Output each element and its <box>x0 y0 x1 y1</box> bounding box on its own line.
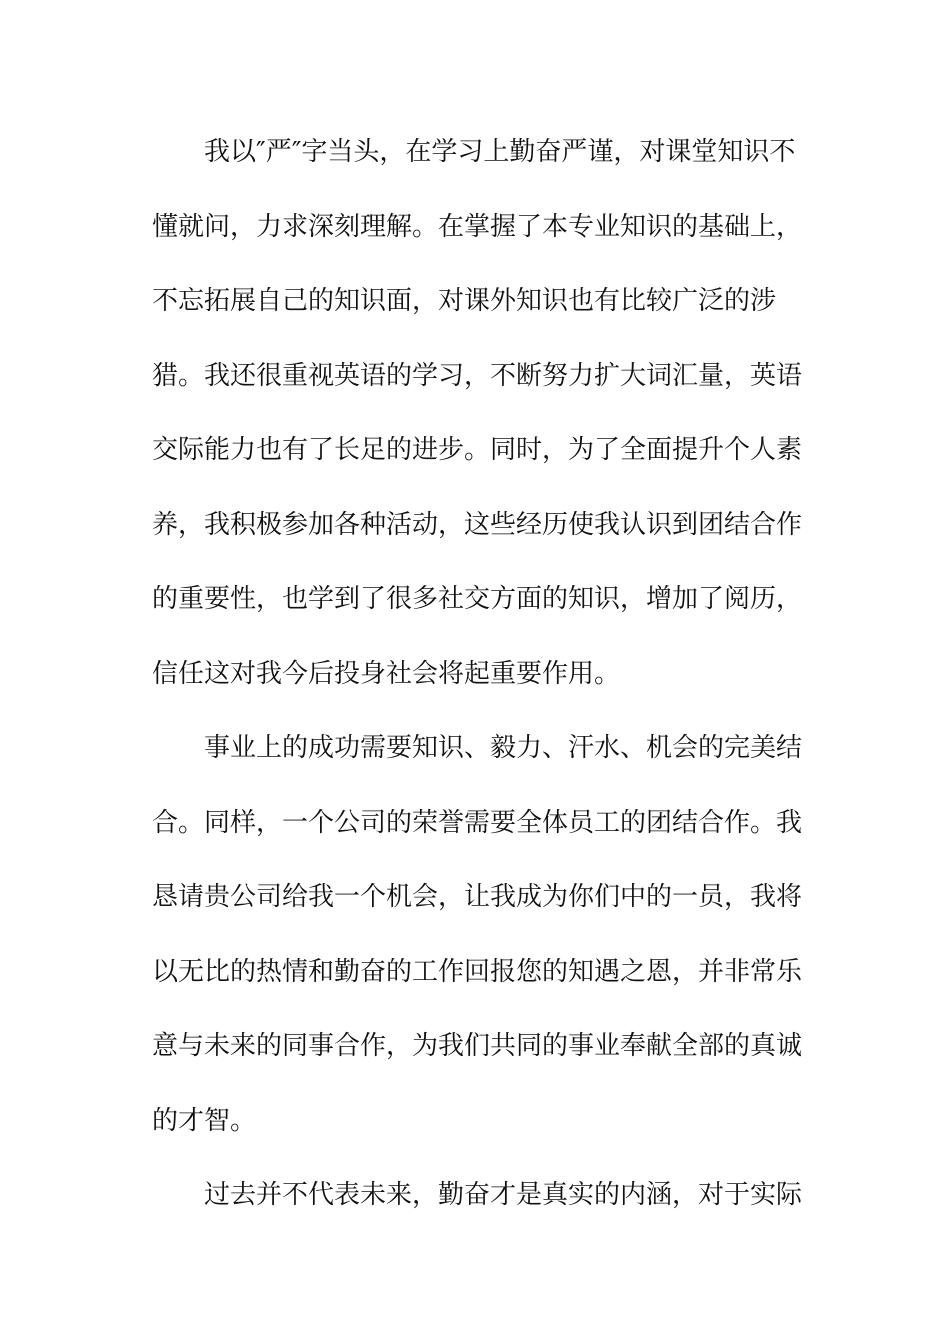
paragraph-line: 的才智。 <box>152 1105 257 1136</box>
paragraph-line: 以无比的热情和勤奋的工作回报您的知遇之恩，并非常乐 <box>152 956 803 987</box>
paragraph-line: 合。同样，一个公司的荣誉需要全体员工的团结合作。我 <box>152 807 803 838</box>
paragraph-line: 懂就问，力求深刻理解。在掌握了本专业知识的基础上， <box>152 211 803 242</box>
paragraph-3 <box>152 1158 803 1233</box>
paragraph-line: 我以″严″字当头，在学习上勤奋严谨，对课堂知识不 <box>204 137 796 167</box>
paragraph-line: 事业上的成功需要知识、毅力、汗水、机会的完美结 <box>204 733 803 763</box>
paragraph-line: 恳请贵公司给我一个机会，让我成为你们中的一员，我将 <box>152 882 803 912</box>
paragraph-line: 猎。我还很重视英语的学习，不断努力扩大词汇量，英语 <box>152 360 803 391</box>
paragraph-line: 过去并不代表未来，勤奋才是真实的内涵，对于实际 <box>204 1180 803 1210</box>
paragraph-line: 不忘拓展自己的知识面，对课外知识也有比较广泛的涉 <box>152 286 777 316</box>
paragraph-line: 信任这对我今后投身社会将起重要作用。 <box>152 658 621 689</box>
paragraph-2 <box>152 711 803 1158</box>
paragraph-1 <box>152 115 803 711</box>
paragraph-line: 意与未来的同事合作，为我们共同的事业奉献全部的真诚 <box>152 1031 803 1061</box>
paragraph-line: 交际能力也有了长足的进步。同时，为了全面提升个人素 <box>152 435 803 465</box>
paragraph-line: 的重要性，也学到了很多社交方面的知识，增加了阅历， <box>152 584 803 614</box>
paragraph-line: 养，我积极参加各种活动，这些经历使我认识到团结合作 <box>152 509 803 540</box>
